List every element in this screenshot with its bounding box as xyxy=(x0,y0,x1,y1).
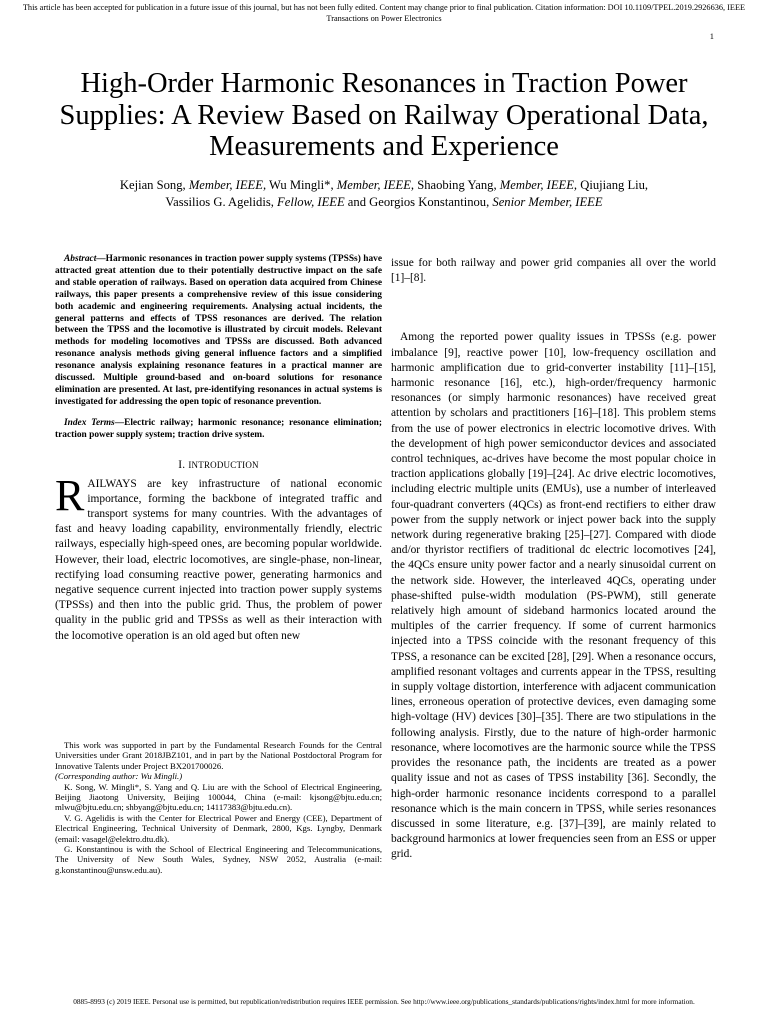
author-role: Member, IEEE, xyxy=(336,178,415,192)
introduction-paragraph-2: Among the reported power quality issues in TPSSs (e.g. power imbalance [9], reactive power [10], low-frequency oscillation and harmonic amplification due to grid-converter instability [11]–[15], harmonic resonance [16], etc.), high-order/frequency harmonic resonances (or simply harmonic resonances) have received great attention by scholars and practitioners [16]–[18]. This problem stems from the use of power electronics in electric locomotive drives. With the development of high power semiconductor devices and associated control techniques, ac-drives have become the most popular choice in traction applications globally [19]–[24]. Ac drive electric locomotives, including electric multiple units (EMUs), use a number of interleaved four-quadrant converters (4QCs) as front-end rectifiers to either draw power from the supply network or inject power back into the supply network during regenerative braking [25]–[27]. Compared with diode and/or thyristor rectifiers of traditional dc electric locomotives [24], the 4QCs ensure unity power factor and a nearly sinusoidal current on the network side. However, the interleaved 4QCs, operating under phase-shifted pulse-width modulation (PS-PWM), still generate relatively high amount of sideband harmonics located around the multiples of the carrier frequency. If some of current harmonics injected into a TPSS coincide with the resonant frequency of this TPSS, a resonance can be excited [28], [29]. When a resonance occurs, amplified resonant voltages and currents appear in the TPSS, resulting in supply voltage distortion, interference with adjacent communication lines, erroneous operation of protective devices, even damaging some high-voltage (HV) devices [30]–[35]. There are two stipulations in the following analysis. Firstly, due to the nature of high-order harmonic resonance, where locomotives are the harmonic source while the TPSS provides the resonance path, the incidents are treated as a power quality issue and not as cases of TPSS instability [36]. Secondly, the high-order harmonic resonance incidents correspond to a parallel resonance which is the main concern in TPSS, while series resonances discussed in some literature, e.g. [37]–[39], are mainly related to background harmonics at lower frequencies seen from an ESS or upper grid. xyxy=(391,331,716,861)
author-kejian-song: Kejian Song, xyxy=(119,178,189,192)
paper-title: High-Order Harmonic Resonances in Traction Power Supplies: A Review Based on Railway Operational Data, Measurements and Experience xyxy=(59,68,709,162)
introduction-paragraph xyxy=(55,470,382,644)
affiliation-footnote-1: K. Song, W. Mingli*, S. Yang and Q. Liu are with the School of Electrical Engineering, Beijing Jiaotong University, Beijing 100044, China (e-mail: kjsong@bjtu.edu.cn; mlwu@bjtu.edu.cn; shbyang@bjtu.edu.cn; 14117383@bjtu.edu.cn). xyxy=(55,781,382,813)
left-column xyxy=(55,254,382,644)
footnotes xyxy=(55,740,382,875)
author-role: Member, IEEE, xyxy=(188,178,267,192)
page-number: 1 xyxy=(709,31,714,41)
author-list xyxy=(40,177,728,210)
abstract xyxy=(55,254,382,409)
copyright-footer: 0885-8993 (c) 2019 IEEE. Personal use is permitted, but republication/redistribution requires IEEE permission. See http://www.ieee.org/publications_standards/publications/rights/index.html for more information. xyxy=(73,997,695,1006)
intro-lead-word: AILWAYS xyxy=(87,477,137,490)
affiliation-footnote-2: V. G. Agelidis is with the Center for Electrical Power and Energy (CEE), Department of Electrical Engineering, Technical University of Denmark, 2800, Kgs. Lyngby, Denmark (email: vasagel@elektro.dtu.dk). xyxy=(55,812,382,844)
column-gap xyxy=(391,286,716,330)
author-vassilios-agelidis: Vassilios G. Agelidis, xyxy=(165,194,278,209)
author-role: Fellow, IEEE xyxy=(277,194,345,209)
author-wu-mingli: Wu Mingli*, xyxy=(266,178,337,192)
funding-footnote: This work was supported in part by the Fundamental Research Founds for the Central Universities under Grant 2018JBZ101, and in part by the National Postdoctoral Program for Innovative Talents under Project BX201700026. xyxy=(55,740,382,771)
introduction-continuation: issue for both railway and power grid companies all over the world [1]–[8]. xyxy=(391,257,716,285)
affiliation-footnote-3: G. Konstantinou is with the School of Electrical Engineering and Telecommunications, The University of New South Wales, Sydney, NSW 2052, Australia (e-mail: g.konstantinou@unsw.edu.au). xyxy=(55,844,382,875)
index-terms xyxy=(55,418,382,442)
drop-cap: R xyxy=(55,470,85,520)
author-qiujiang-liu: Qiujiang Liu, xyxy=(577,178,649,192)
index-terms-label: Index Terms xyxy=(64,417,115,428)
acceptance-notice: This article has been accepted for publication in a future issue of this journal, but has not been fully edited. Content may change prior to final publication. Citation information: DOI 10.1109/TPEL.2019.2926636, IEEE Transactions on Power Electronics xyxy=(22,3,746,23)
abstract-label: Abstract xyxy=(64,254,97,264)
section-heading-introduction: I. INTRODUCTION xyxy=(178,458,259,471)
author-role: Senior Member, IEEE xyxy=(492,194,603,209)
right-column xyxy=(391,256,716,863)
corresponding-author-note: (Corresponding author: Wu Mingli.) xyxy=(55,771,183,782)
index-terms-text: —Electric railway; harmonic resonance; resonance elimination; traction power supply system; traction drive system. xyxy=(55,417,382,440)
author-role: Member, IEEE, xyxy=(499,178,578,192)
intro-text: are key infrastructure of national economic importance, forming the backbone of integrated traffic and transport systems for many countries. With the advantages of fast and heavy loading capability, environmentally friendly, electric railways, especially high-speed ones, are becoming popular worldwide. However, their load, electric locomotives, are single-phase, non-linear, rectifying load consuming reactive power, generating harmonics and negative sequence current injected into traction power supply systems (TPSSs) and then into the public grid. Thus, the problem of power quality in the public grid and TPSSs as well as their interaction with the locomotive operation is an old aged but often new xyxy=(55,477,382,642)
abstract-text: —Harmonic resonances in traction power supply systems (TPSSs) have attracted great attention due to their potentially destructive impact on the safe and stable operation of railways. Based on operation data acquired from Chinese railways, this paper presents a comprehensive review of this issue considering both academic and engineering requirements. Analysing actual incidents, the general patterns and effects of TPSS resonances are derived. The relation between the TPSS and the locomotive is illustrated by circuit models. Relevant methods for modeling locomotives and TPSSs are discussed. Both advanced resonance analysis methods giving general influence factors and a simplified resonance analysis explaining resonance features in a practical manner are discussed. Multiple ground-based and on-board solutions for resonance elimination are presented. At last, pre-identifying resonances in actual systems is investigated for addressing the open topic of resonance prevention. xyxy=(55,254,382,407)
author-shaobing-yang: Shaobing Yang, xyxy=(414,178,500,192)
author-georgios-konstantinou: and Georgios Konstantinou, xyxy=(344,194,493,209)
